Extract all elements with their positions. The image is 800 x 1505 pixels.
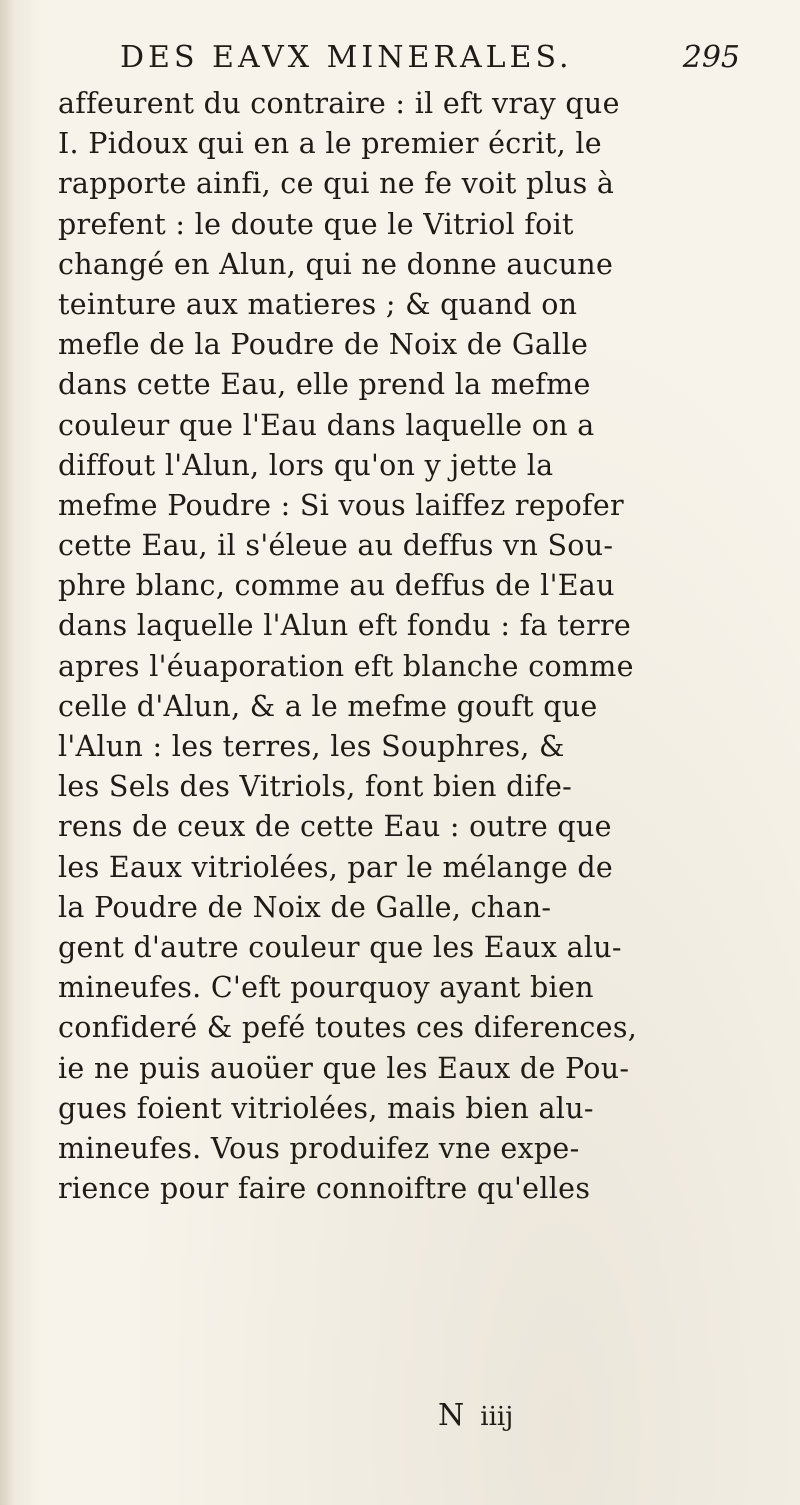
text-line: cette Eau, il s'éleue au deffus vn Sou- (58, 529, 614, 563)
text-line: rens de ceux de cette Eau : outre que (58, 810, 612, 844)
text-line: gent d'autre couleur que les Eaux alu- (58, 930, 622, 964)
body-text (58, 84, 758, 1209)
text-line: l'Alun : les terres, les Souphres, & (58, 730, 565, 763)
text-line: la Poudre de Noix de Galle, chan- (58, 890, 552, 924)
page-gutter-shadow (0, 0, 14, 1505)
text-line: rapporte ainfi, ce qui ne fe voit plus à (58, 167, 615, 201)
text-line: rience pour faire connoiftre qu'elles (58, 1172, 591, 1206)
text-line: couleur que l'Eau dans laquelle on a (58, 408, 595, 442)
text-line: diffout l'Alun, lors qu'on y jette la (58, 448, 554, 482)
signature-number: iiij (480, 1402, 514, 1432)
text-line: mefle de la Poudre de Noix de Galle (58, 328, 589, 362)
text-line: changé en Alun, qui ne donne aucune (58, 247, 614, 281)
text-line: confideré & pefé toutes ces diferences, (58, 1011, 638, 1045)
text-line: mineufes. C'eft pourquoy ayant bien (58, 971, 594, 1005)
page-number: 295 (682, 40, 740, 75)
signature-letter: N (438, 1398, 471, 1433)
text-line: teinture aux matieres ; & quand on (58, 287, 578, 321)
text-line: les Eaux vitriolées, par le mélange de (58, 850, 614, 884)
text-line: celle d'Alun, & a le mefme gouft que (58, 689, 598, 723)
signature-mark (438, 1396, 513, 1437)
text-line: dans laquelle l'Alun eft fondu : fa terre (58, 609, 632, 643)
running-head (120, 38, 740, 78)
text-line: affeurent du contraire : il eft vray que (58, 87, 620, 120)
running-title: DES EAVX MINERALES. (120, 40, 573, 75)
text-line: phre blanc, comme au deffus de l'Eau (58, 569, 615, 603)
text-line: mineufes. Vous produifez vne expe- (58, 1131, 580, 1165)
text-line: apres l'éuaporation eft blanche comme (58, 649, 634, 683)
text-line: I. Pidoux qui en a le premier écrit, le (58, 127, 602, 161)
text-line: mefme Poudre : Si vous laiffez repofer (58, 488, 624, 522)
text-line: prefent : le doute que le Vitriol foit (58, 207, 574, 241)
text-line: dans cette Eau, elle prend la mefme (58, 368, 591, 402)
text-line: les Sels des Vitriols, font bien dife- (58, 770, 573, 804)
text-line: gues foient vitriolées, mais bien alu- (58, 1091, 594, 1125)
text-line: ie ne puis auoüer que les Eaux de Pou- (58, 1051, 630, 1085)
